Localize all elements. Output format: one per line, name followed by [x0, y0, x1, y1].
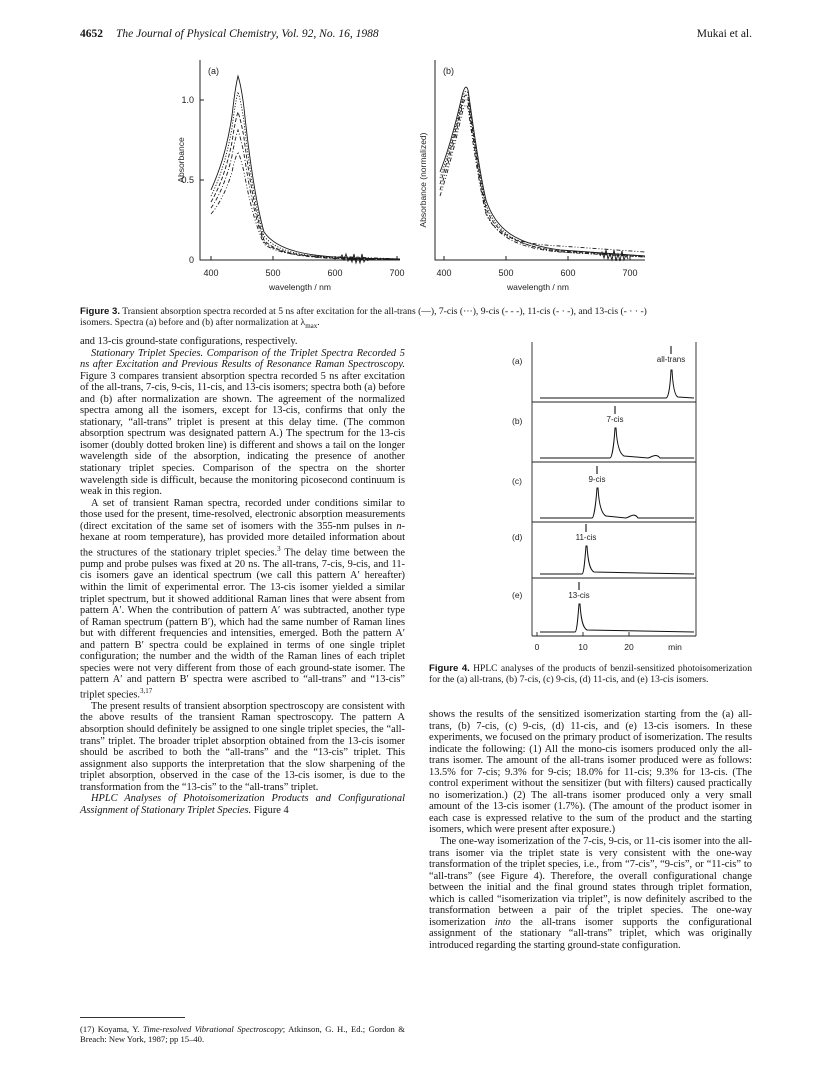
left-paragraph-2	[80, 348, 405, 498]
fig4-xtick-20: 20	[624, 642, 634, 652]
fig4-xtick-10: 10	[578, 642, 588, 652]
figure-3-caption-sub: max	[305, 322, 318, 331]
fig4-tag-b: (b)	[512, 416, 523, 426]
left-paragraph-4: The present results of transient absorption spectroscopy are consistent with the above results of the transient Raman spectroscopy. The pattern A absorption should definitely be assigned to one single triplet species, the “all-trans” triplet. The broader triplet absorption obtained from the 13-cis isomer should be ascribed to both the “all-trans” and the “13-cis” triplet. This assignment also supports the interpretation that the slow sharpening of the triplet absorption, observed in the case of the 13-cis isomer, is due to the transformation from the “13-cis” to the “all-trans” triplet.	[80, 700, 405, 793]
fig4-label-11-cis: 11-cis	[575, 533, 597, 542]
n-hexane-italic: n	[396, 520, 402, 532]
panel-a-xtick-700: 700	[389, 268, 405, 278]
figure-3-caption-line-2: isomers. Spectra (a) before and (b) after normalization at λ	[80, 317, 306, 329]
fig4-tag-d: (d)	[512, 532, 523, 542]
section-heading-stationary-triplet: Stationary Triplet Species. Comparison of the Triplet Spectra Recorded 5 ns after Excitation and Previous Results of Resonance Raman Spectroscopy.	[80, 347, 405, 371]
figure-3-caption	[80, 306, 752, 333]
section-heading-hplc: HPLC Analyses of Photoisomerization Products and Configurational Assignment of Stationary Triplet Species.	[80, 793, 405, 816]
right-paragraph-2-text-a: The one-way isomerization of the 7-cis, 9-cis, or 11-cis isomer into the all-trans isomer via the triplet state is very consistent with the one-way transformation of the triplet species, i.e., from “7-cis”, “9-cis”, or “11-cis” to “all-trans” (see Figure 4). Therefore, the overall configurational change between the initial and the final ground states through triplet formation, which is called “isomerization via triplet”, is now definitely ascribed to the transformation between a pair of the triplet species. The one-way isomerization	[429, 836, 752, 928]
panel-a-ytick-0: 0	[188, 255, 194, 265]
right-paragraph-2-text-b: the all-trans isomer supports the configurational assignment of the stationary “all-trans” triplet, which was originally introduced regarding the starting ground-state configuration.	[429, 916, 752, 951]
left-column	[80, 336, 405, 816]
fig4-tag-a: (a)	[512, 356, 523, 366]
footnote-17-rest: ; Atkinson, G. H., Ed.; Gordon & Breach: New York, 1987; pp 15–40.	[80, 1024, 405, 1044]
panel-b-xtick-500: 500	[498, 268, 514, 278]
fig4-tag-e: (e)	[512, 590, 523, 600]
left-paragraph-3	[80, 498, 405, 701]
running-header	[80, 28, 752, 44]
figure-4-caption	[429, 663, 752, 686]
panel-b-ylabel: Absorbance (normalized)	[418, 132, 428, 228]
figure-4-caption-text: HPLC analyses of the products of benzil-sensitized photoisomerization for the (a) all-trans, (b) 7-cis, (c) 9-cis, (d) 11-cis, and (e) 13-cis isomers.	[429, 663, 752, 686]
journal-citation: The Journal of Physical Chemistry, Vol. 92, No. 16, 1988	[116, 28, 379, 40]
panel-b-tag: (b)	[443, 66, 454, 76]
into-italic: into	[494, 916, 511, 928]
figure-3-caption-label: Figure 3.	[80, 306, 120, 317]
panel-a-xtick-500: 500	[265, 268, 281, 278]
fig4-xtick-0: 0	[534, 642, 540, 652]
panel-a-xtick-400: 400	[203, 268, 219, 278]
right-paragraph-2	[429, 836, 752, 951]
left-paragraph-1: and 13-cis ground-state configurations, respectively.	[80, 336, 298, 347]
panel-a-ylabel: Absorbance	[176, 137, 186, 183]
fig4-label-13-cis: 13-cis	[568, 591, 590, 600]
fig4-label-9-cis: 9-cis	[588, 475, 606, 484]
left-paragraph-2-body: Figure 3 compares transient absorption spectra recorded 5 ns after excitation of the all-trans, 7-cis, 9-cis, 11-cis, and 13-cis isomers; spectra both (a) before and (b) after normalization are shown. The agreement of the normalized spectra among all the isomers, except for 13-cis, confirms that only the stationary, “all-trans” triplet is present at this delay time. (The common absorption spectrum was designated pattern A.) The spectrum for the 13-cis isomer (doubly dotted broken line) is different and shows a tail on the longer wavelength side of the absorption, indicating the presence of another stationary triplet species. Comparison of the spectra on the shorter wavelength side is difficult, because the monitoring picosecond continuum is weak in this region.	[80, 370, 405, 498]
figure-3-panel-a	[176, 60, 405, 292]
figure-4	[500, 340, 710, 662]
figure-4-caption-label: Figure 4.	[429, 663, 470, 674]
reference-3-17: 3,17	[140, 686, 153, 695]
fig4-tag-c: (c)	[512, 476, 522, 486]
panel-b-spectra	[440, 87, 645, 261]
fig4-label-7-cis: 7-cis	[606, 415, 624, 424]
left-paragraph-5-body: Figure 4	[253, 804, 289, 816]
panel-a-xlabel: wavelength / nm	[269, 282, 331, 292]
footnote-17-title: Time-resolved Vibrational Spectroscopy	[142, 1024, 283, 1034]
panel-b-xtick-700: 700	[622, 268, 638, 278]
left-paragraph-5	[80, 793, 405, 816]
footnote-17	[80, 1024, 405, 1044]
left-paragraph-3-text-c: The delay time between the pump and probe pulses was fixed at 20 ns. The all-trans, 7-cis, 9-cis, and 11-cis isomers gave an identical spectrum (we call this pattern A′ hereafter) within the limit of experimental error. The 13-cis isomer yielded a similar triplet spectrum, but it showed additional Raman lines that were absent from pattern A′. When the contribution of pattern A′ was subtracted, another type of Raman spectrum (pattern B′), which had the same number of Raman lines but with different frequencies and intensities, emerged. Both the pattern A′ and pattern B′ spectra could be explained in terms of one single triplet configuration; the number and the width of the Raman lines of each triplet species were not very different from those of each ground-state isomer. The pattern A′ and pattern B′ spectra were ascribed to “all-trans” and “13-cis” triplet species.	[80, 547, 405, 701]
right-column	[429, 709, 752, 951]
panel-a-ytick-05: 0.5	[181, 175, 194, 185]
panel-a-xtick-600: 600	[327, 268, 343, 278]
left-paragraph-3-text-a: A set of transient Raman spectra, recorded under conditions similar to those used for the present, time-resolved, electronic absorption measurements (direct excitation of the same set of isomers with the 355-nm pulses in	[80, 497, 405, 532]
reference-3: 3	[277, 544, 281, 553]
running-authors: Mukai et al.	[696, 28, 752, 40]
figure-3-caption-line-1: Transient absorption spectra recorded at 5 ns after excitation for the all-trans (—), 7-cis (···), 9-cis (- - -), 11-cis (- · -), and 13-cis (- · · -)	[122, 306, 647, 317]
panel-b-xlabel: wavelength / nm	[507, 282, 569, 292]
panel-a-tag: (a)	[208, 66, 219, 76]
fig4-label-all-trans: all-trans	[656, 355, 686, 364]
panel-a-spectra	[211, 76, 400, 263]
page-number: 4652	[80, 28, 103, 40]
fig4-xunit: min	[668, 642, 682, 652]
figure-3-caption-end: .	[317, 317, 320, 329]
panel-a-ytick-10: 1.0	[181, 95, 194, 105]
panel-b-xtick-400: 400	[436, 268, 452, 278]
panel-b-xtick-600: 600	[560, 268, 576, 278]
figure-3	[160, 56, 660, 308]
right-paragraph-1: shows the results of the sensitized isomerization starting from the (a) all-trans, (b) 7-cis, (c) 9-cis, (d) 11-cis, and (e) 13-cis isomers. In these experiments, we focused on the primary product of isomerization. The results indicate the following: (1) All the mono-cis isomers produced only the all-trans isomer. The amount of the all-trans isomer produced were as follows: 13.5% for 7-cis; 9.3% for 9-cis; 18.0% for 11-cis; 9.3% for 13-cis. (The control experiment without the sensitizer (but with filters) caused practically no isomerization.) (2) The all-trans isomer produced only a very small amount of the 13-cis isomer (1.7%). (The amount of the product isomer in each case is expressed relative to the sum of the product and the starting isomers, which were present after exposure.)	[429, 709, 752, 836]
footnote-rule	[80, 1017, 185, 1018]
figure-3-panel-b	[418, 60, 645, 292]
left-paragraph-3-text-b: -hexane at room temperature), has provided more detailed information about the structures of the stationary triplet species.	[80, 520, 405, 559]
footnote-17-lead: (17) Koyama, Y.	[80, 1024, 143, 1034]
